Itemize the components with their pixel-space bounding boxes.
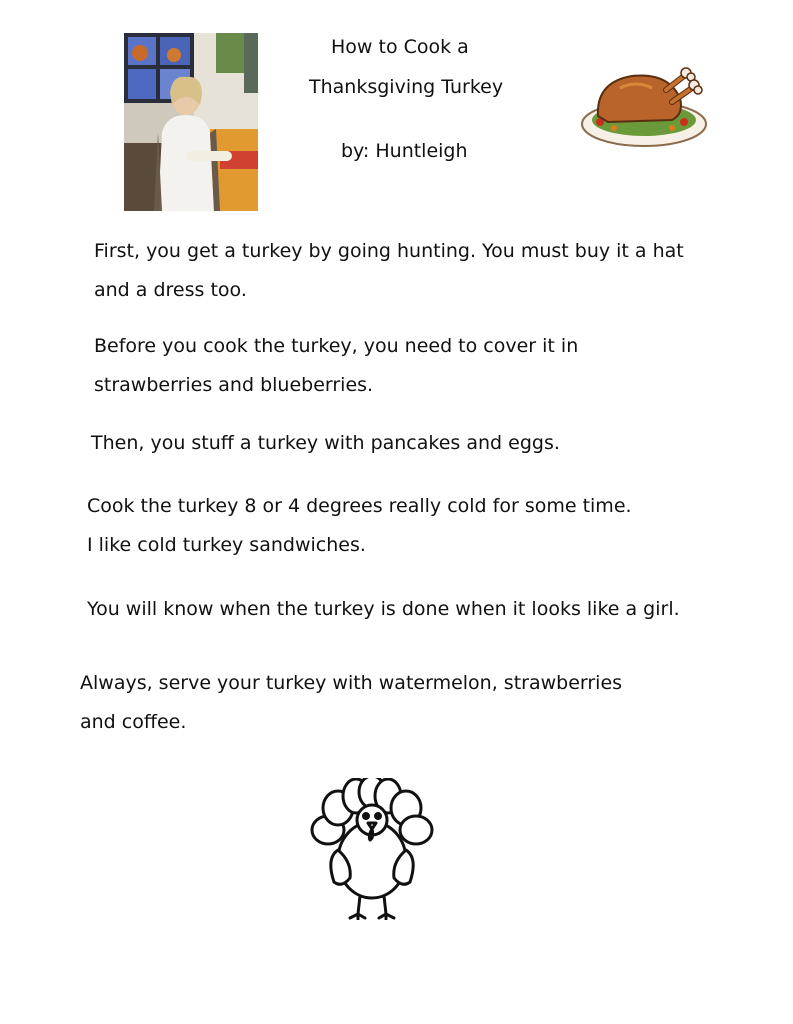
paragraph-4 [87, 487, 632, 565]
roast-turkey-icon [580, 58, 708, 150]
paragraph-6 [80, 664, 622, 742]
title-line-1: How to Cook a [331, 36, 469, 58]
paragraph-4-line-2: I like cold turkey sandwiches. [87, 534, 366, 556]
paragraph-2-line-2: strawberries and blueberries. [94, 374, 374, 396]
paragraph-5-line-1: You will know when the turkey is done when it looks like a girl. [87, 598, 680, 620]
paragraph-6-line-1: Always, serve your turkey with watermelon, strawberries [80, 672, 623, 694]
paragraph-6-line-2: and coffee. [80, 711, 187, 733]
paragraph-2-line-1: Before you cook the turkey, you need to cover it in [94, 335, 579, 357]
paragraph-4-line-1: Cook the turkey 8 or 4 degrees really cold for some time. [87, 495, 632, 517]
paragraph-2 [94, 327, 578, 405]
paragraph-1-line-1: First, you get a turkey by going hunting. You must buy it a hat [94, 240, 684, 262]
paragraph-1-line-2: and a dress too. [94, 279, 247, 301]
byline: by: Huntleigh [341, 140, 468, 162]
paragraph-1 [94, 232, 684, 310]
turkey-outline-icon [308, 778, 436, 920]
paragraph-5 [87, 590, 680, 629]
child-photo [124, 33, 258, 211]
paragraph-3 [91, 424, 560, 463]
title-line-2: Thanksgiving Turkey [309, 76, 504, 98]
paragraph-3-line-1: Then, you stuff a turkey with pancakes and eggs. [91, 432, 560, 454]
